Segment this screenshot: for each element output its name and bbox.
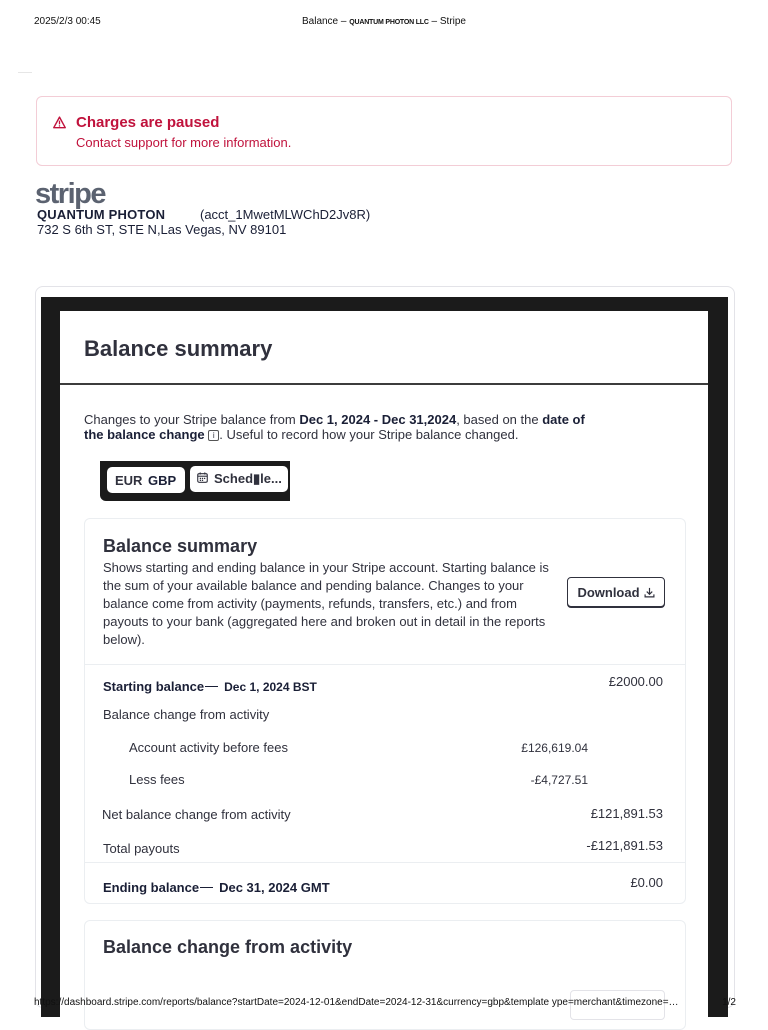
calendar-icon (197, 472, 208, 483)
account-id: (acct_1MwetMLWChD2Jv8R) (200, 207, 371, 222)
contact-support-link[interactable]: Contact support for more information. (76, 135, 292, 150)
card-title: Balance summary (103, 536, 258, 556)
net-change-label: Net balance change from activity (102, 807, 291, 822)
print-url: https://dashboard.stripe.com/reports/balance?startDate=2024-12-01&endDate=2024-12-31&currency=gbp&template ype=merchant&timezone=… (34, 997, 679, 1008)
before-fees-value: £126,619.04 (521, 741, 588, 755)
balance-change-date-link[interactable]: date of the balance change (84, 412, 585, 442)
print-page-number: 1/2 (722, 997, 736, 1008)
starting-balance-date: Dec 1, 2024 BST (224, 680, 317, 694)
divider (85, 664, 685, 665)
alert-title: Charges are paused (76, 114, 220, 131)
report-intro: Changes to your Stripe balance from Dec 1, 2024 - Dec 31,2024, based on the date of the balance change i . Useful to record how your Stripe balance changed. (84, 412, 585, 442)
starting-balance-label: Starting balance Dec 1, 2024 BST (103, 679, 317, 694)
print-datetime: 2025/2/3 00:45 (34, 16, 101, 27)
net-change-value: £121,891.53 (590, 806, 663, 821)
charges-paused-alert (36, 96, 732, 166)
activity-card-title: Balance change from activity (103, 937, 353, 957)
date-range: Dec 1, 2024 - Dec 31,2024 (299, 412, 457, 427)
account-name: QUANTUM PHOTON (37, 207, 166, 222)
total-payouts-value: -£121,891.53 (586, 838, 663, 853)
total-payouts-label: Total payouts (103, 841, 180, 856)
before-fees-label: Account activity before fees (129, 740, 288, 755)
download-button[interactable] (567, 577, 665, 607)
print-title-company: QUANTUM PHOTON LLC (349, 19, 429, 26)
fees-value: -£4,727.51 (530, 773, 588, 787)
divider (18, 72, 32, 73)
divider (85, 862, 685, 863)
page-title: Balance summary (84, 336, 273, 361)
starting-balance-value: £2000.00 (608, 674, 663, 689)
ending-balance-date: Dec 31, 2024 GMT (219, 880, 330, 895)
ending-balance-label: Ending balance Dec 31, 2024 GMT (103, 880, 330, 895)
ending-balance-value: £0.00 (630, 875, 663, 890)
currency-option-eur[interactable]: EUR (115, 473, 143, 488)
account-address: 732 S 6th ST, STE N,Las Vegas, NV 89101 (37, 222, 287, 237)
download-icon (644, 587, 655, 598)
activity-label: Balance change from activity (103, 707, 270, 722)
card-description: Shows starting and ending balance in your Stripe account. Starting balance is the sum of your available balance and pending balance. Changes to your balance come from activity (payments, refunds, transfers, etc.) and from payouts to your bank (aggregated here and broken out in detail in the reports below). (103, 560, 549, 647)
currency-option-gbp[interactable]: GBP (148, 473, 177, 488)
info-icon[interactable]: i (208, 430, 219, 441)
schedule-label: Sched▮le... (214, 471, 282, 486)
print-title: Balance – QUANTUM PHOTON LLC – Stripe (301, 16, 466, 27)
stripe-logo: stripe (35, 178, 105, 210)
download-label: Download (577, 584, 640, 600)
warning-triangle-icon (53, 116, 66, 129)
fees-label: Less fees (129, 772, 185, 787)
divider (60, 383, 708, 385)
